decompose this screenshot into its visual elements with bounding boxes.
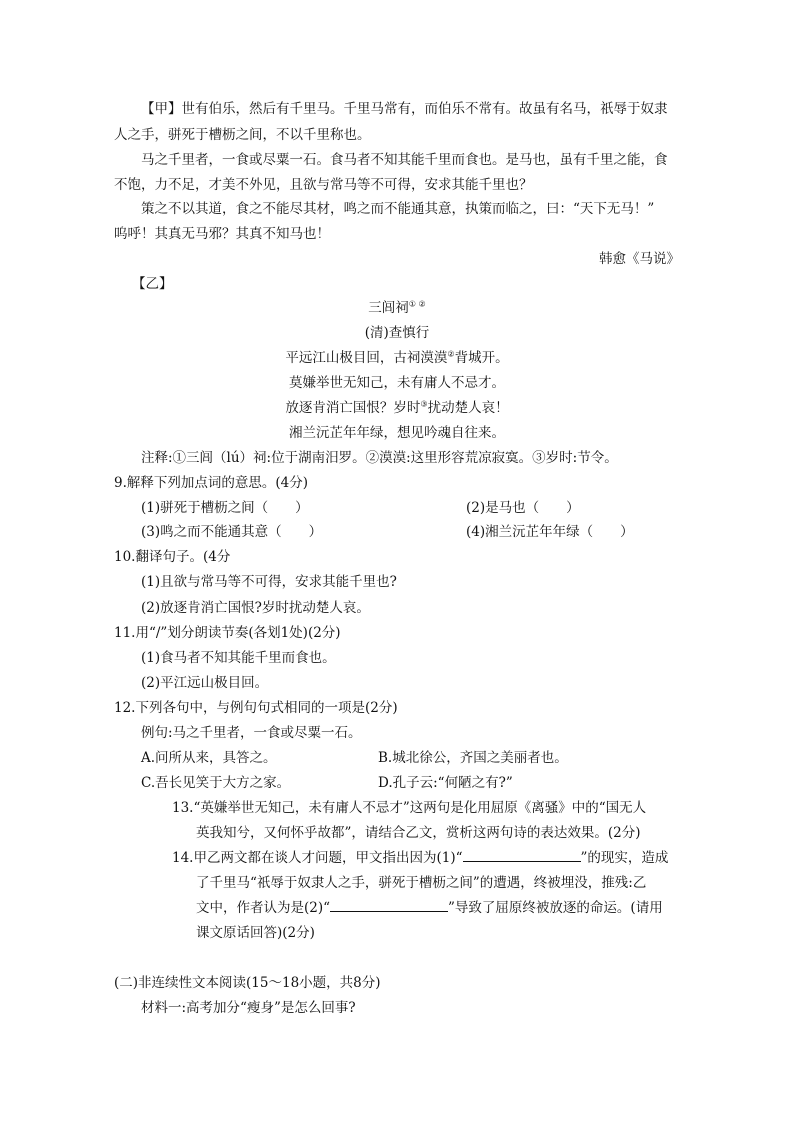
- q12-option-a: A.问所从来，具答之。: [141, 750, 277, 766]
- q10-stem: 10.翻译句子。(4分: [114, 549, 231, 565]
- jia-para1-line1: 【甲】世有伯乐，然后有千里马。千里马常有，而伯乐不常有。故虽有名马，祇辱于奴隶: [141, 101, 668, 117]
- jia-para2-line2: 不饱，力不足，才美不外见，且欲与常马等不可得，安求其能千里也？: [114, 177, 533, 193]
- q14-answer-blank-1[interactable]: [463, 849, 581, 862]
- q9-item-2: (2)是马也（ ）: [466, 500, 580, 516]
- q14-line-3: 文中，作者认为是(2)“ ”导致了屈原终被放逐的命运。(请用: [196, 900, 663, 916]
- q13-line-1: 13.“英嫌举世无知己，未有庸人不忌才”这两句是化用屈原《离骚》中的“国无人: [172, 800, 647, 816]
- material-1-title: 材料一:高考加分“瘦身”是怎么回事?: [141, 1000, 356, 1016]
- jia-para2-line1: 马之千里者，一食或尽粟一石。食马者不知其能千里而食也。是马也，虽有千里之能，食: [141, 152, 668, 168]
- poem-line-3: 放逐肯消亡国恨？岁时③扰动楚人哀！: [285, 399, 509, 416]
- q13-line-2: 英我知兮，又何怀乎故都”，请结合乙文，赏析这两句诗的表达效果。(2分): [196, 825, 641, 841]
- poem-line-2: 莫嫌举世无知己，未有庸人不忌才。: [289, 375, 505, 391]
- poem-notes: 注释:①三闾（lú）祠:位于湖南汨罗。②漠漠:这里形容荒凉寂寞。③岁时:节令。: [141, 450, 618, 466]
- q14-line-2: 了千里马“祇辱于奴隶人之手，骈死于槽枥之间”的遭遇，终被埋没，推残:乙: [196, 875, 647, 891]
- q12-option-b: B.城北徐公，齐国之美丽者也。: [378, 750, 568, 766]
- q14-answer-blank-2[interactable]: [330, 899, 448, 912]
- jia-para3-line1: 策之不以其道，食之不能尽其材，鸣之而不能通其意，执策而临之，曰：“天下无马！”: [141, 201, 655, 217]
- q14-line-1: 14.甲乙两文都在谈人才问题，甲文指出因为(1)“ ”的现实，造成: [172, 850, 669, 866]
- yi-label: 【乙】: [132, 276, 173, 292]
- q10-item-1: (1)且欲与常马等不可得，安求其能千里也?: [141, 574, 397, 590]
- q9-stem: 9.解释下列加点词的意思。(4分): [114, 475, 309, 491]
- q11-item-1: (1)食马者不知其能千里而食也。: [141, 650, 336, 666]
- jia-para1-line2: 人之手，骈死于槽枥之间，不以千里称也。: [114, 127, 371, 143]
- q9-item-1: (1)骈死于槽枥之间（ ）: [141, 500, 309, 516]
- q12-stem: 12.下列各句中，与例句句式相同的一项是(2分): [114, 700, 398, 716]
- q12-option-d: D.孔子云:“何陋之有?”: [378, 775, 513, 791]
- q11-item-2: (2)平江远山极目回。: [141, 675, 269, 691]
- q12-example: 例句:马之千里者，一食或尽粟一石。: [141, 725, 362, 741]
- q14-line-4: 课文原话回答)(2分): [196, 925, 315, 941]
- q9-item-3: (3)鸣之而不能通其意（ ）: [141, 524, 323, 540]
- jia-source: 韩愈《马说》: [599, 251, 680, 267]
- q9-item-4: (4)湘兰沅芷年年绿（ ）: [466, 524, 634, 540]
- q11-stem: 11.用“/”划分朗读节奏(各划1处)(2分): [114, 625, 341, 641]
- poem-line-1: 平远江山极目回，古祠漠漠②背城开。: [285, 349, 509, 366]
- section2-heading: (二)非连续性文本阅读(15～18小题，共8分): [114, 975, 381, 991]
- poem-title: 三闾祠① ②: [368, 299, 426, 316]
- poem-author: (清)查慎行: [364, 325, 430, 341]
- poem-line-4: 湘兰沅芷年年绿，想见吟魂自往来。: [289, 425, 505, 441]
- q12-option-c: C.吾长见笑于大方之家。: [141, 775, 291, 791]
- q10-item-2: (2)放逐肯消亡国恨?岁时扰动楚人哀。: [141, 600, 370, 616]
- jia-para3-line2: 呜呼！其真无马邪？其真不知马也！: [114, 226, 330, 242]
